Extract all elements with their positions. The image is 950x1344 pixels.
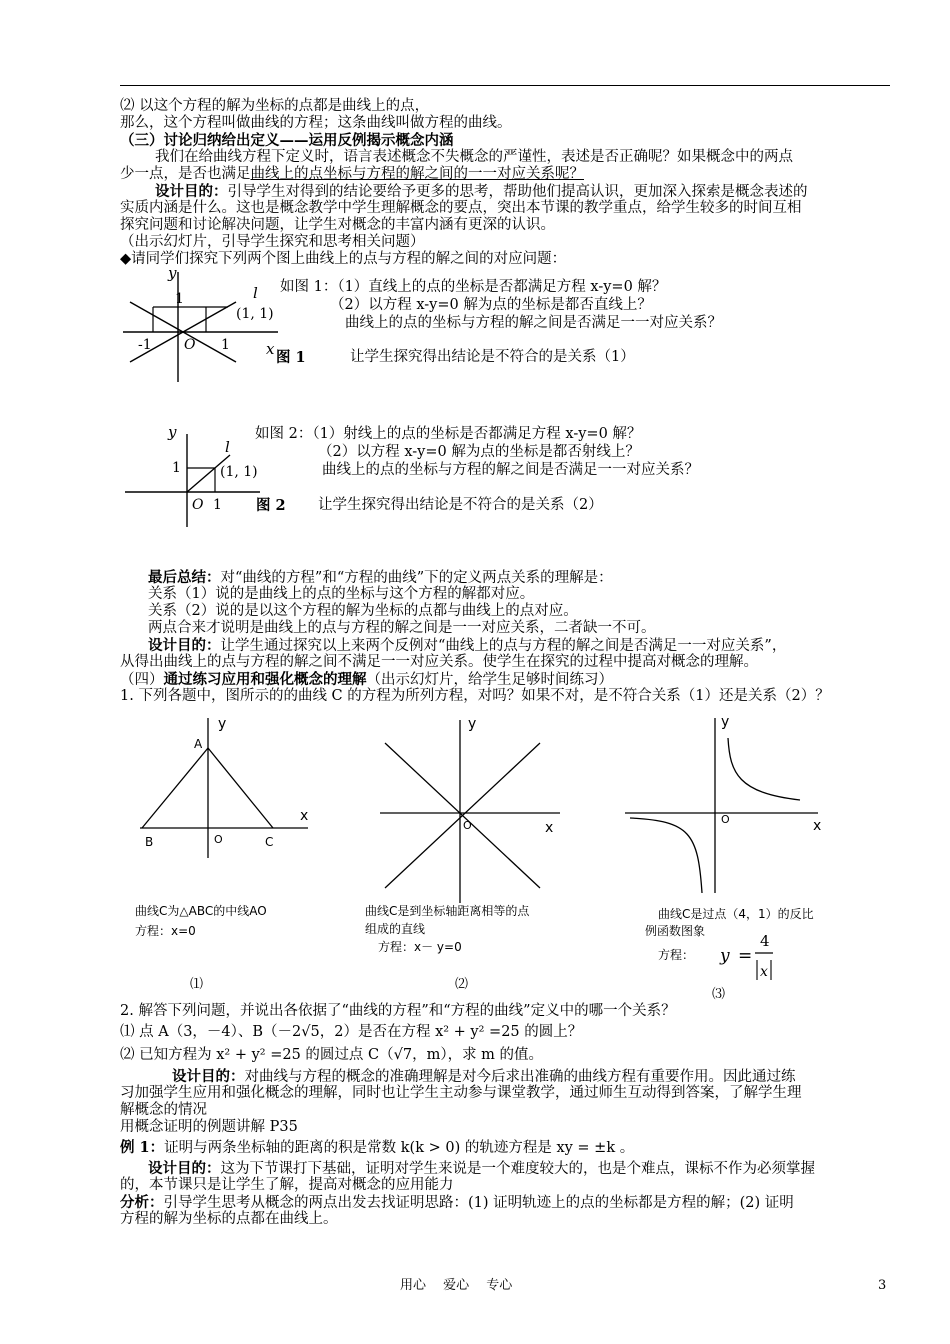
figure-2 [120,422,270,527]
exercise-panel-1 [130,708,320,992]
panel-desc: 例函数图象 [645,924,706,938]
point-label: (1, 1) [236,306,274,322]
exercise-2-question: ⑴ 点 A（3，－4）、B（－2√5，2）是否在方程 x² + y² =25 的圆上？ [120,1024,583,1040]
section-heading: （四）通过练习应用和强化概念的理解（出示幻灯片，给学生足够时间练习） [120,671,613,688]
axis-y-label: y [168,423,177,441]
panel-desc: 曲线C是过点（4，1）的反比 [658,907,814,921]
example-1: 例 1：证明与两条坐标轴的距离的积是常数 k(k > 0) 的轨迹方程是 xy = ±k 。 [120,1139,635,1156]
panel-number: ⑴ [190,977,204,992]
tick-label: 1 [213,497,222,513]
fig1-question: （2）以方程 x-y=0 解为点的坐标是都否直线上？ [330,297,652,313]
text-line: ◆请同学们探究下列两个图上曲线上的点与方程的解之间的对应问题： [120,251,567,267]
panel-number: ⑶ [712,987,726,1002]
header-rule [120,85,890,86]
vertex-label: B [145,835,154,849]
text-line: 最后总结：对“曲线的方程”和“方程的曲线”下的定义两点关系的理解是： [148,569,613,586]
fig2-caption: 图 2 [256,497,286,514]
vertex-label: C [265,835,274,849]
figure-1 [118,262,288,387]
text-line: 关系（1）说的是曲线上的点的坐标与这个方程的解都对应。 [148,586,535,602]
text-line: 方程的解为坐标的点都在曲线上。 [120,1211,338,1227]
exercise-2-question: ⑵ 已知方程为 x² + y² =25 的圆过点 C（√7，m），求 m 的值。 [120,1047,544,1063]
text-line: 的，本节课只是让学生了解，提高对概念的应用能力 [120,1177,454,1193]
formula-denominator: x [760,964,768,980]
axis-y-label: y [168,264,177,282]
fig1-question: 如图 1：（1）直线上的点的坐标是否都满足方程 x-y=0 解？ [280,279,667,295]
vertex-label: A [194,737,203,751]
origin-label: O [192,497,204,513]
origin-label: O [214,833,223,846]
fig2-question: 如图 2：（1）射线上的点的坐标是否都满足方程 x-y=0 解？ [255,426,642,442]
axis-y-label: y [721,714,730,730]
text-line: 从得出曲线上的点与方程的解之间不满足一一对应关系。使学生在探究的过程中提高对概念的理解。 [120,654,758,670]
point-label: (1, 1) [220,464,258,480]
text-line: 少一点，是否也满足曲线上的点坐标与方程的解之间的一一对应关系呢？ [120,166,584,182]
exercise-2-title: 2. 解答下列问题，并说出各依据了“曲线的方程”和“方程的曲线”定义中的哪一个关系？ [120,1003,676,1019]
panel-desc: 曲线C是到坐标轴距离相等的点 [365,904,530,918]
text-line: 实质内涵是什么。这也是概念教学中学生理解概念的要点，突出本节课的教学重点，给学生较多的时间互相 [120,200,802,216]
text-line: 那么，这个方程叫做曲线的方程；这条曲线叫做方程的曲线。 [120,115,512,131]
panel-equation: 方程： [658,948,695,962]
tick-label: 1 [221,337,230,353]
text-line: 设计目的：对曲线与方程的概念的准确理解是对今后求出准确的曲线方程有重要作用。因此通过练 [172,1068,796,1085]
tick-label: 1 [175,291,184,307]
panel-desc: 方程：x=0 [135,924,196,938]
formula-numerator: 4 [760,932,770,950]
axis-x-label: x [813,818,822,834]
text-line: 习加强学生应用和强化概念的理解，同时也让学生主动参与课堂教学，通过师生互动得到答案，了解学生理 [120,1085,802,1101]
text-line: 关系（2）说的是以这个方程的解为坐标的点都与曲线上的点对应。 [148,603,578,619]
origin-label: O [463,819,472,832]
footer-text: 用心 爱心 专心 [400,1278,513,1293]
text-line: 用概念证明的例题讲解 P35 [120,1119,298,1135]
text-line: 设计目的：引导学生对得到的结论要给予更多的思考，帮助他们提高认识，更加深入探索是概念表述的 [155,183,808,200]
fig1-conclusion: 让学生探究得出结论是不符合的是关系（1） [350,349,635,365]
origin-label: O [721,813,730,826]
panel-desc: 曲线C为△ABC的中线AO [135,904,267,918]
page-number: 3 [878,1278,887,1293]
text-line: 两点合来才说明是曲线上的点与方程的解之间是一一对应关系，二者缺一不可。 [148,620,656,636]
origin-label: O [184,337,196,353]
fig2-conclusion: 让学生探究得出结论是不符合的是关系（2） [318,497,603,513]
tick-label: -1 [138,337,152,353]
text-line: 分析：引导学生思考从概念的两点出发去找证明思路：(1) 证明轨迹上的点的坐标都是方程的解；(2) 证明 [120,1194,794,1211]
fig2-question: 曲线上的点的坐标与方程的解之间是否满足一一对应关系？ [322,462,699,478]
text-line: 设计目的：这为下节课打下基础，证明对学生来说是一个难度较大的，也是个难点，课标不作为必须掌握 [148,1160,815,1177]
axis-y-label: y [218,716,227,732]
text-line: （出示幻灯片，引导学生探究和思考相关问题） [120,234,425,250]
text-line: 设计目的：让学生通过探究以上来两个反例对“曲线上的点与方程的解之间是否满足一一对应关系”， [148,637,787,654]
axis-y-label: y [468,716,477,732]
line-label: l [253,284,258,302]
formula-y: y [720,946,730,966]
text-line: 解概念的情况 [120,1102,207,1118]
axis-x-label: x [300,808,309,824]
axis-x-label: x [266,340,275,358]
section-heading: （三）讨论归纳给出定义——运用反例揭示概念内涵 [120,132,454,149]
exercise-panel-3 [620,708,850,1002]
fig1-question: 曲线上的点的坐标与方程的解之间是否满足一一对应关系？ [345,315,722,331]
line-label: l [225,438,230,456]
exercise-1-title: 1. 下列各题中，图所示的的曲线 C 的方程为所列方程，对吗？如果不对，是不符合关系（1）还是关系（2）？ [120,688,830,704]
fig2-question: （2）以方程 x-y=0 解为点的坐标是都否射线上？ [318,444,640,460]
exercise-panel-2 [360,708,590,992]
text-line: ⑵ 以这个方程的解为坐标的点都是曲线上的点， [120,98,430,114]
panel-number: ⑵ [455,977,469,992]
text-line: 我们在给曲线方程下定义时，语言表述概念不失概念的严谨性，表述是否正确呢？如果概念中的两点 [155,149,793,165]
tick-label: 1 [172,460,181,476]
fig1-caption: 图 1 [276,349,306,366]
panel-desc: 组成的直线 [365,922,426,936]
text-line: 探究问题和讨论解决问题，让学生对概念的丰富内涵有更深的认识。 [120,217,555,233]
formula-equals: = [738,946,753,966]
panel-equation: 方程：x－ y=0 [378,940,462,954]
axis-x-label: x [545,820,554,836]
